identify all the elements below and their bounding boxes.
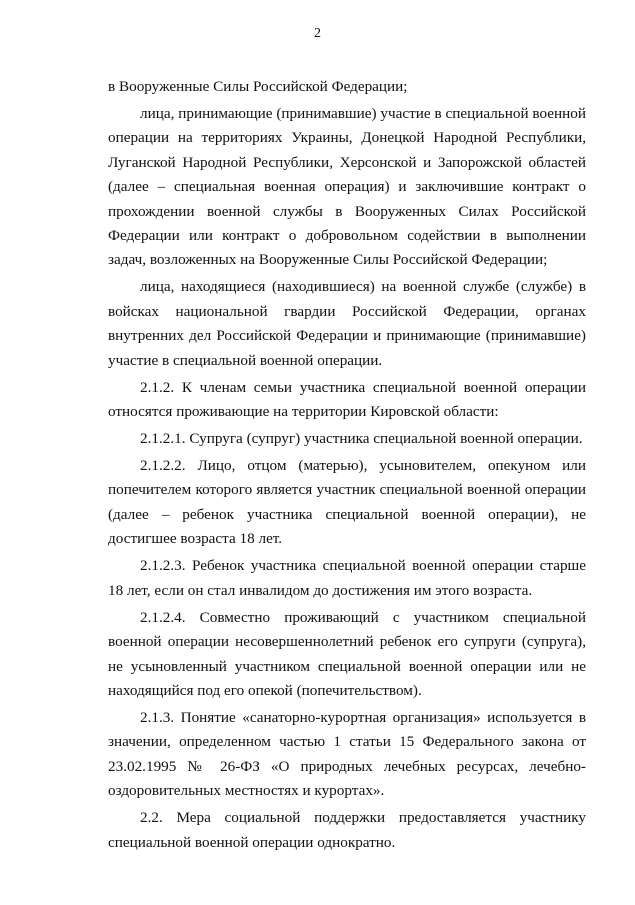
paragraph-2-1-2-4: 2.1.2.4. Совместно проживающий с участником специальной военной операции несовершеннолетний ребенок его супруги (супруга), не усыновленный участником специальной военной операции или не находящийся под его опекой (попечительством). (108, 608, 586, 699)
paragraph-2-1-3: 2.1.3. Понятие «санаторно-курортная организация» используется в значении, определенном частью 1 статьи 15 Федерального закона от 23.02.1995 № 26-ФЗ «О природных лечебных ресурсах, лечебно-оздоровительных местностях и курортах». (108, 708, 586, 800)
paragraph-2-2: 2.2. Мера социальной поддержки предоставляется участнику специальной военной операции однократно. (108, 809, 586, 851)
paragraph-svo-participants: лица, принимающие (принимавшие) участие в специальной военной операции на территориях Украины, Донецкой Народной Республики, Луганской Народной Республики, Херсонской и Запорожской областей (далее – специальная военная операция) и заключившие контракт о прохождении военной службы в Вооруженных Силах Российской Федерации или контракт о добровольном содействии в выполнении задач, возложенных на Вооруженные Силы Российской Федерации; (108, 105, 586, 269)
paragraph-2-1-2-1: 2.1.2.1. Супруга (супруг) участника специальной военной операции. (140, 430, 583, 448)
page-number: 2 (314, 26, 321, 41)
paragraph-2-1-2-2: 2.1.2.2. Лицо, отцом (матерью), усыновителем, опекуном или попечителем которого является участник специальной военной операции (далее – ребенок участника специальной военной операции), не достигшее возраста 18 лет. (108, 457, 586, 548)
paragraph-2-1-2-3: 2.1.2.3. Ребенок участника специальной военной операции старше 18 лет, если он стал инвалидом до достижения им этого возраста. (108, 557, 586, 599)
paragraph-continuation: в Вооруженные Силы Российской Федерации; (108, 78, 408, 95)
paragraph-national-guard: лица, находящиеся (находившиеся) на военной службе (службе) в войсках национальной гвардии Российской Федерации, органах внутренних дел Российской Федерации и принимающие (принимавшие) участие в специальной военной операции. (108, 278, 586, 369)
paragraph-2-1-2: 2.1.2. К членам семьи участника специальной военной операции относятся проживающие на территории Кировской области: (108, 378, 586, 421)
document-body (108, 75, 586, 858)
